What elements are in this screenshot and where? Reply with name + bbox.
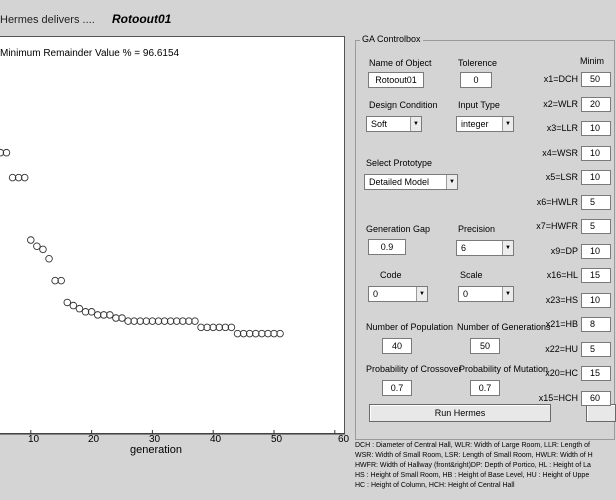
data-point xyxy=(265,330,272,337)
number-of-population-input[interactable]: 40 xyxy=(382,338,412,354)
legend-line: DCH : Diameter of Central Hall, WLR: Width of Large Room, LLR: Length of xyxy=(355,442,590,449)
variable-label: x23=HS xyxy=(545,294,578,305)
data-point xyxy=(204,324,211,331)
design-condition-value: Soft xyxy=(371,119,388,129)
input-type-value: integer xyxy=(461,119,489,129)
data-point xyxy=(234,330,241,337)
variable-label: x6=HWLR xyxy=(536,196,578,207)
data-point xyxy=(100,312,107,319)
data-point xyxy=(222,324,229,331)
data-point xyxy=(210,324,217,331)
ga-controlbox-title: GA Controlbox xyxy=(362,34,421,44)
data-point xyxy=(259,330,266,337)
dropdown-arrow-icon: ▼ xyxy=(410,117,421,131)
data-point xyxy=(125,318,132,325)
data-point xyxy=(28,237,35,244)
data-point xyxy=(149,318,156,325)
data-point xyxy=(88,309,95,316)
number-of-population-label: Number of Population xyxy=(366,322,454,332)
data-point xyxy=(246,330,253,337)
data-point xyxy=(46,255,53,262)
name-of-object-label: Name of Object xyxy=(369,58,432,68)
x-tick-label-10: 10 xyxy=(28,434,40,445)
data-point xyxy=(40,246,47,253)
data-point xyxy=(143,318,150,325)
tolerence-label: Tolerence xyxy=(458,58,498,68)
data-point xyxy=(216,324,223,331)
secondary-button[interactable] xyxy=(586,404,616,422)
data-point xyxy=(252,330,259,337)
data-point xyxy=(161,318,168,325)
scale-label: Scale xyxy=(460,270,483,280)
data-point xyxy=(58,277,65,284)
data-point xyxy=(34,243,41,250)
data-point xyxy=(173,318,180,325)
legend-line: WSR: Width of Small Room, LSR: Length of Small Room, HWLR: Width of H xyxy=(355,452,593,459)
dropdown-arrow-icon: ▼ xyxy=(502,117,513,131)
variable-label: x4=WSR xyxy=(542,147,578,158)
tolerence-input[interactable]: 0 xyxy=(460,72,492,88)
data-point xyxy=(94,312,101,319)
design-condition-select[interactable] xyxy=(366,116,422,132)
input-type-select[interactable] xyxy=(456,116,514,132)
variable-label: x15=HCH xyxy=(538,392,578,403)
code-label: Code xyxy=(380,270,402,280)
minimum-column-header: Minim xyxy=(580,56,604,66)
generation-gap-input[interactable]: 0.9 xyxy=(368,239,406,255)
variable-label: x21=HB xyxy=(545,319,578,329)
dropdown-arrow-icon: ▼ xyxy=(416,287,427,301)
variable-value-input[interactable]: 10 xyxy=(581,293,611,308)
x-tick-label-40: 40 xyxy=(210,434,222,445)
plot-area xyxy=(0,36,345,434)
scatter-plot xyxy=(0,37,345,435)
variable-label: x16=HL xyxy=(546,270,578,280)
variable-label: x5=LSR xyxy=(545,172,578,182)
data-point xyxy=(155,318,162,325)
legend-line: HC : Height of Column, HCH: Height of Central Hall xyxy=(355,482,515,489)
variable-label: x22=HU xyxy=(545,343,578,354)
variable-value-input[interactable]: 15 xyxy=(581,366,611,381)
probability-of-crossover-input[interactable]: 0.7 xyxy=(382,380,412,396)
variable-label: x3=LLR xyxy=(546,123,578,133)
x-tick-label-50: 50 xyxy=(271,434,283,445)
code-select[interactable] xyxy=(368,286,428,302)
variable-legend xyxy=(355,441,615,491)
variable-value-input[interactable]: 10 xyxy=(581,170,611,185)
probability-of-crossover-label: Probability of Crossover xyxy=(366,364,462,374)
data-point xyxy=(277,330,284,337)
data-point xyxy=(192,318,199,325)
variable-label: x1=DCH xyxy=(543,74,578,84)
data-point xyxy=(15,174,22,181)
data-point xyxy=(240,330,247,337)
precision-value: 6 xyxy=(461,243,467,253)
code-value: 0 xyxy=(373,289,379,299)
probability-of-mutation-label: Probability of Mutation xyxy=(459,364,549,374)
scale-select[interactable] xyxy=(458,286,514,302)
scale-value: 0 xyxy=(463,289,469,299)
run-hermes-button[interactable]: Run Hermes xyxy=(369,404,551,422)
data-point xyxy=(137,318,144,325)
select-prototype-label: Select Prototype xyxy=(366,158,433,168)
data-point xyxy=(131,318,138,325)
legend-line: HS : Height of Small Room, HB : Height of Base Level, HU : Height of Uppe xyxy=(355,472,590,479)
design-condition-label: Design Condition xyxy=(369,100,438,110)
probability-of-mutation-input[interactable]: 0.7 xyxy=(470,380,500,396)
generation-gap-label: Generation Gap xyxy=(366,224,431,234)
data-point xyxy=(21,174,28,181)
plot-annotation: Minimum Remainder Value % = 96.6154 xyxy=(0,48,180,59)
data-point xyxy=(113,315,120,322)
select-prototype-value: Detailed Model xyxy=(369,177,430,187)
data-point xyxy=(107,312,114,319)
precision-select[interactable] xyxy=(456,240,514,256)
data-point xyxy=(119,315,126,322)
data-point xyxy=(228,324,235,331)
data-point xyxy=(186,318,193,325)
object-title: Rotoout01 xyxy=(112,12,172,26)
data-point xyxy=(76,305,83,312)
name-of-object-input[interactable]: Rotoout01 xyxy=(368,72,424,88)
variable-value-input[interactable]: 10 xyxy=(581,121,611,136)
input-type-label: Input Type xyxy=(458,100,500,110)
legend-line: HWFR: Width of Hallway (front&right)DP: Depth of Portico, HL : Height of La xyxy=(355,462,591,469)
data-point xyxy=(3,149,10,156)
x-tick-label-20: 20 xyxy=(88,434,100,445)
variable-label: x9=DP xyxy=(550,245,578,256)
variable-value-input[interactable]: 5 xyxy=(581,195,611,210)
data-point xyxy=(271,330,278,337)
data-point xyxy=(198,324,205,331)
variable-label: x20=HC xyxy=(545,368,578,378)
select-prototype-select[interactable] xyxy=(364,174,458,190)
data-point xyxy=(167,318,174,325)
variable-value-input[interactable]: 20 xyxy=(581,97,611,112)
x-tick-label-30: 30 xyxy=(149,434,161,445)
x-tick-label-60: 60 xyxy=(338,434,350,445)
variable-value-input[interactable]: 60 xyxy=(581,391,611,406)
variable-value-input[interactable]: 5 xyxy=(581,342,611,357)
data-point xyxy=(64,299,71,306)
status-title: Hermes delivers .... xyxy=(0,14,95,26)
dropdown-arrow-icon: ▼ xyxy=(502,287,513,301)
precision-label: Precision xyxy=(458,224,496,234)
number-of-generations-input[interactable]: 50 xyxy=(470,338,500,354)
dropdown-arrow-icon: ▼ xyxy=(446,175,457,189)
variable-value-input[interactable]: 15 xyxy=(581,268,611,283)
number-of-generations-label: Number of Generations xyxy=(457,322,551,332)
data-point xyxy=(9,174,16,181)
data-point xyxy=(70,302,77,309)
variable-label: x7=HWFR xyxy=(536,221,578,231)
dropdown-arrow-icon: ▼ xyxy=(502,241,513,255)
x-axis-label: generation xyxy=(130,444,182,456)
data-point xyxy=(52,277,59,284)
data-point xyxy=(180,318,187,325)
variable-value-input[interactable]: 10 xyxy=(581,244,611,259)
variable-label: x2=WLR xyxy=(543,98,578,109)
data-point xyxy=(82,309,89,316)
variable-value-input[interactable]: 5 xyxy=(581,219,611,234)
variable-value-input[interactable]: 10 xyxy=(581,146,611,161)
variable-value-input[interactable]: 50 xyxy=(581,72,611,87)
variable-value-input[interactable]: 8 xyxy=(581,317,611,332)
